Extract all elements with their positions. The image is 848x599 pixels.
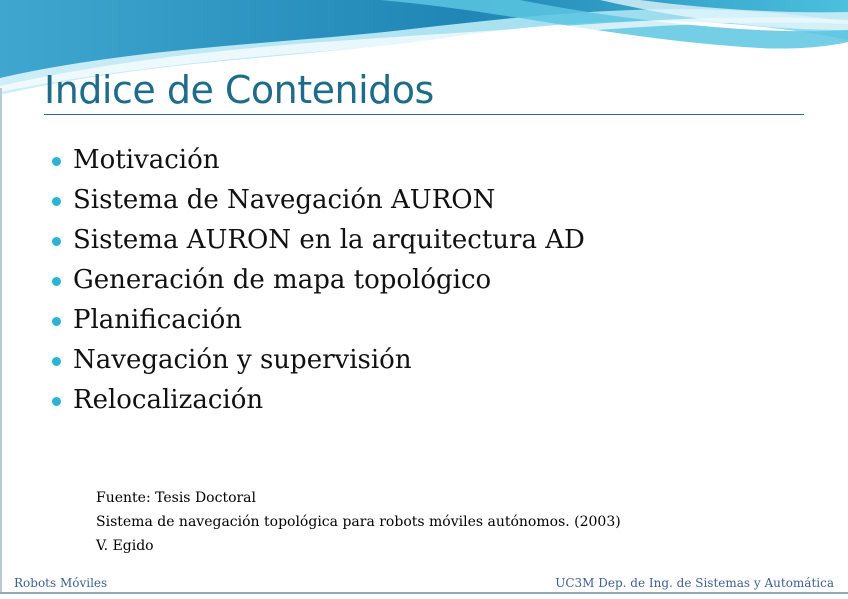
slide-title: Indice de Contenidos: [44, 68, 434, 112]
list-item: [52, 380, 585, 420]
list-item-text: Navegación y supervisión: [73, 345, 412, 375]
list-item: [52, 140, 585, 180]
slide-bottom-border: [0, 592, 848, 594]
footer-department: UC3M Dep. de Ing. de Sistemas y Automática: [555, 576, 834, 590]
source-line-2: Sistema de navegación topológica para robots móviles autónomos. (2003): [96, 514, 621, 530]
bullet-dot-icon: [52, 277, 61, 286]
bullet-dot-icon: [52, 397, 61, 406]
title-underline: [44, 114, 804, 115]
bullet-dot-icon: [52, 237, 61, 246]
list-item-text: Sistema AURON en la arquitectura AD: [73, 225, 585, 255]
source-line-1: Fuente: Tesis Doctoral: [96, 490, 257, 506]
bullet-dot-icon: [52, 157, 61, 166]
list-item-text: Generación de mapa topológico: [73, 265, 492, 295]
list-item: [52, 180, 585, 220]
bullet-dot-icon: [52, 357, 61, 366]
list-item: [52, 300, 585, 340]
list-item: [52, 260, 585, 300]
contents-list: [52, 140, 585, 420]
list-item: [52, 220, 585, 260]
source-line-3: V. Egido: [96, 538, 154, 554]
list-item: [52, 340, 585, 380]
bullet-dot-icon: [52, 197, 61, 206]
slide-left-border: [0, 88, 2, 594]
footer-course-name: Robots Móviles: [14, 576, 108, 590]
list-item-text: Sistema de Navegación AURON: [73, 185, 496, 215]
bullet-dot-icon: [52, 317, 61, 326]
list-item-text: Motivación: [73, 145, 220, 175]
source-citation: [96, 486, 621, 558]
list-item-text: Planificación: [73, 305, 243, 335]
list-item-text: Relocalización: [73, 385, 264, 415]
